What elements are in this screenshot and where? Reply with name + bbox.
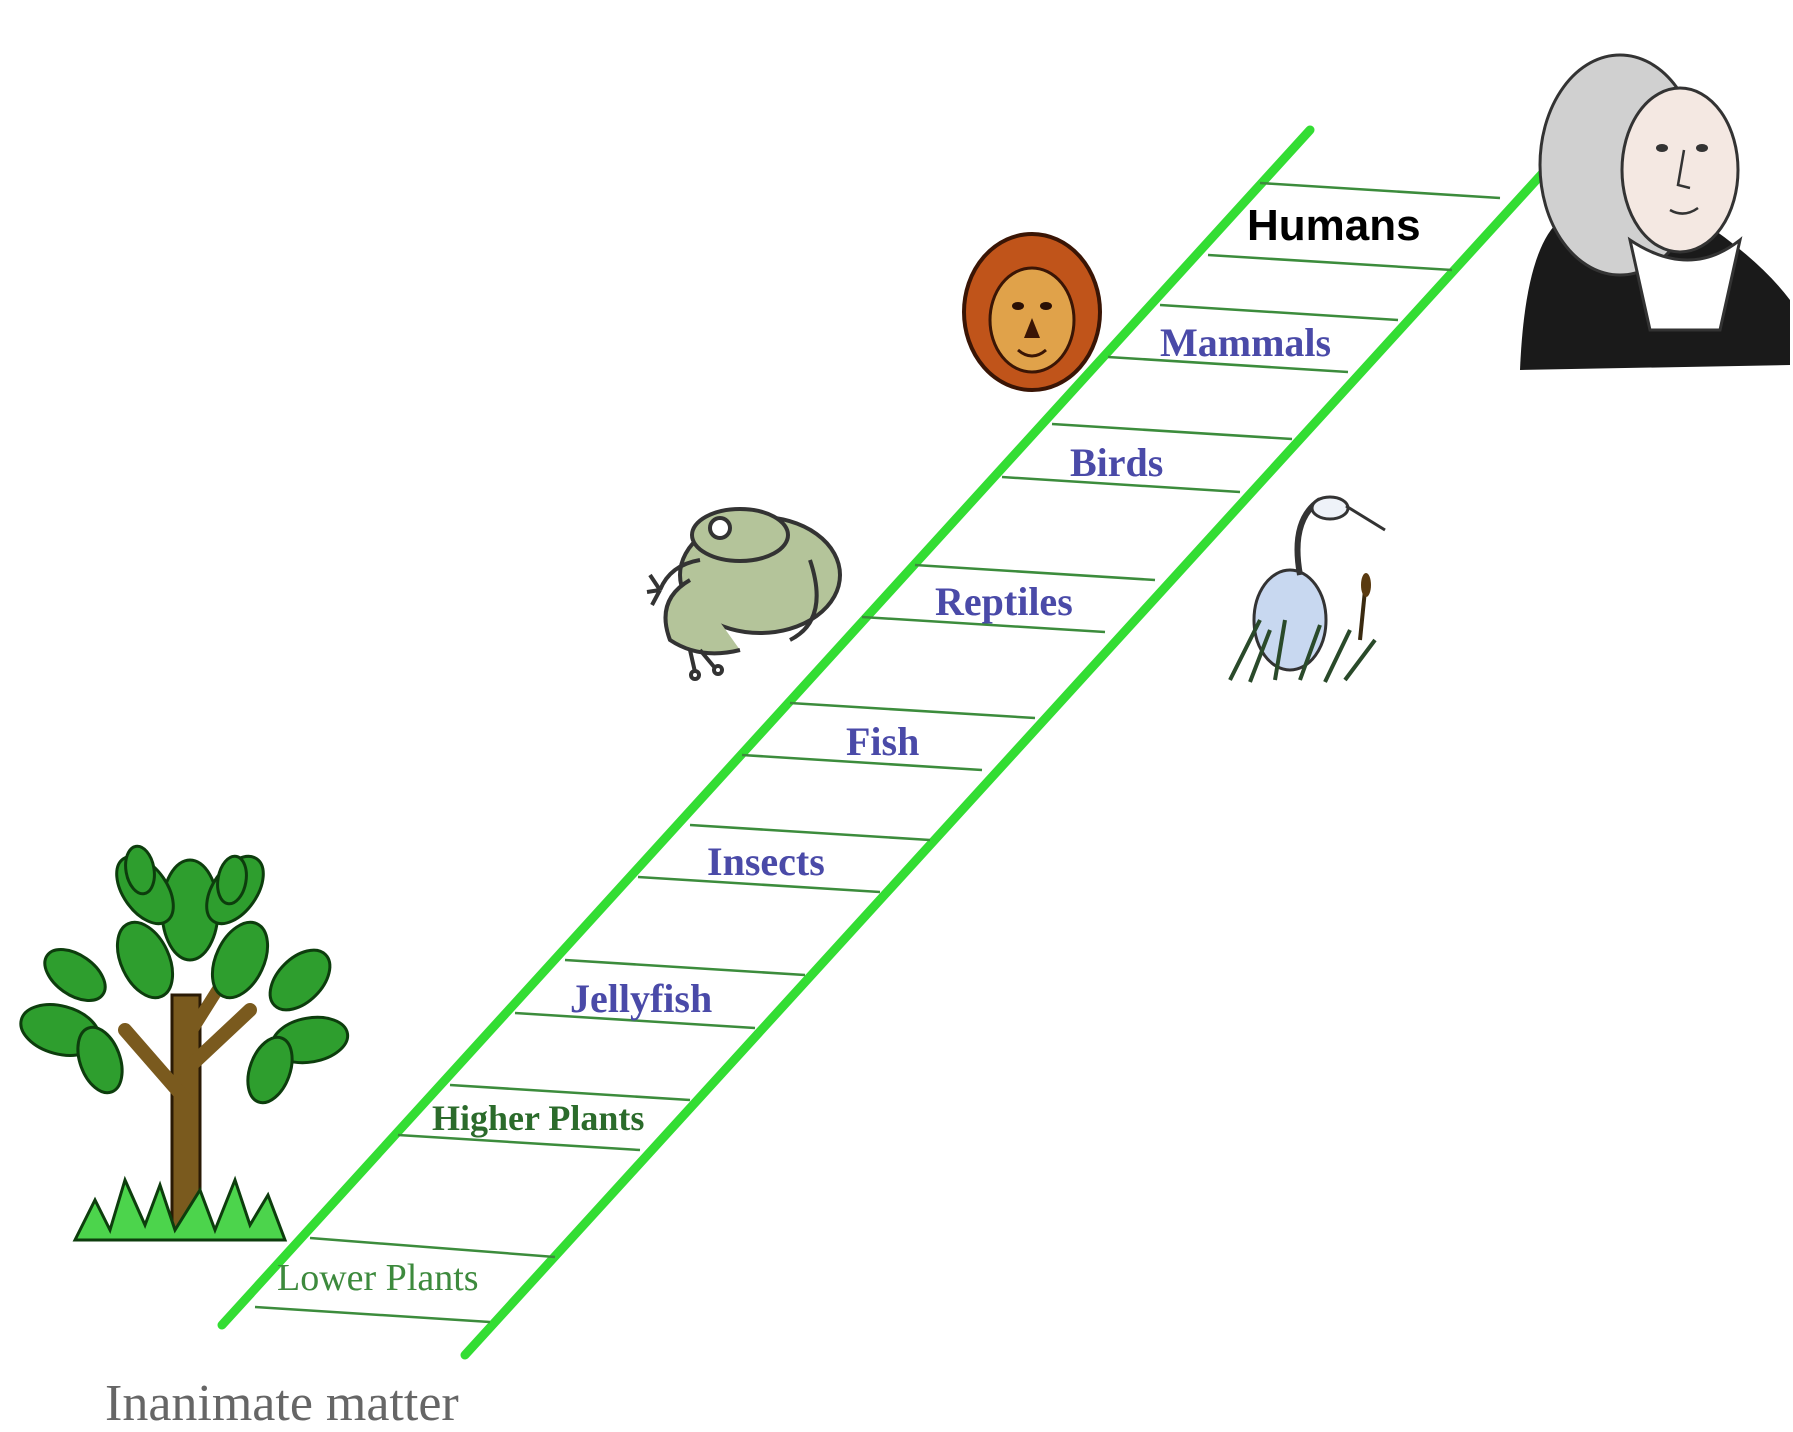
- rung-line: [690, 825, 930, 840]
- rung-label-mammals: Mammals: [1160, 320, 1332, 365]
- rung-label-reptiles: Reptiles: [935, 579, 1073, 624]
- rung-line: [1052, 424, 1292, 439]
- rung-line: [255, 1307, 490, 1322]
- rung-line: [1260, 183, 1500, 198]
- rung-line: [1160, 305, 1398, 320]
- rung-label-lower-plants: Lower Plants: [277, 1257, 479, 1299]
- rung-label-humans: Humans: [1247, 201, 1421, 250]
- frog-picture: [647, 509, 840, 679]
- man-portrait-picture: [1520, 55, 1790, 370]
- rung-label-jellyfish: Jellyfish: [570, 976, 713, 1021]
- rung-line: [1208, 255, 1452, 270]
- rung-line: [790, 703, 1035, 718]
- lion-picture: [964, 234, 1100, 390]
- rung-label-birds: Birds: [1070, 440, 1164, 485]
- rung-label-insects: Insects: [707, 839, 825, 884]
- rung-label-higher-plants: Higher Plants: [432, 1098, 645, 1138]
- heron-picture: [1230, 497, 1385, 682]
- tree-picture: [15, 844, 351, 1240]
- ladder-rail-left: [222, 130, 1310, 1325]
- rung-label-fish: Fish: [846, 719, 920, 764]
- rung-line: [310, 1238, 555, 1257]
- base-label-inanimate-matter: Inanimate matter: [105, 1375, 459, 1432]
- rung-line: [915, 565, 1155, 580]
- rung-line: [565, 960, 805, 975]
